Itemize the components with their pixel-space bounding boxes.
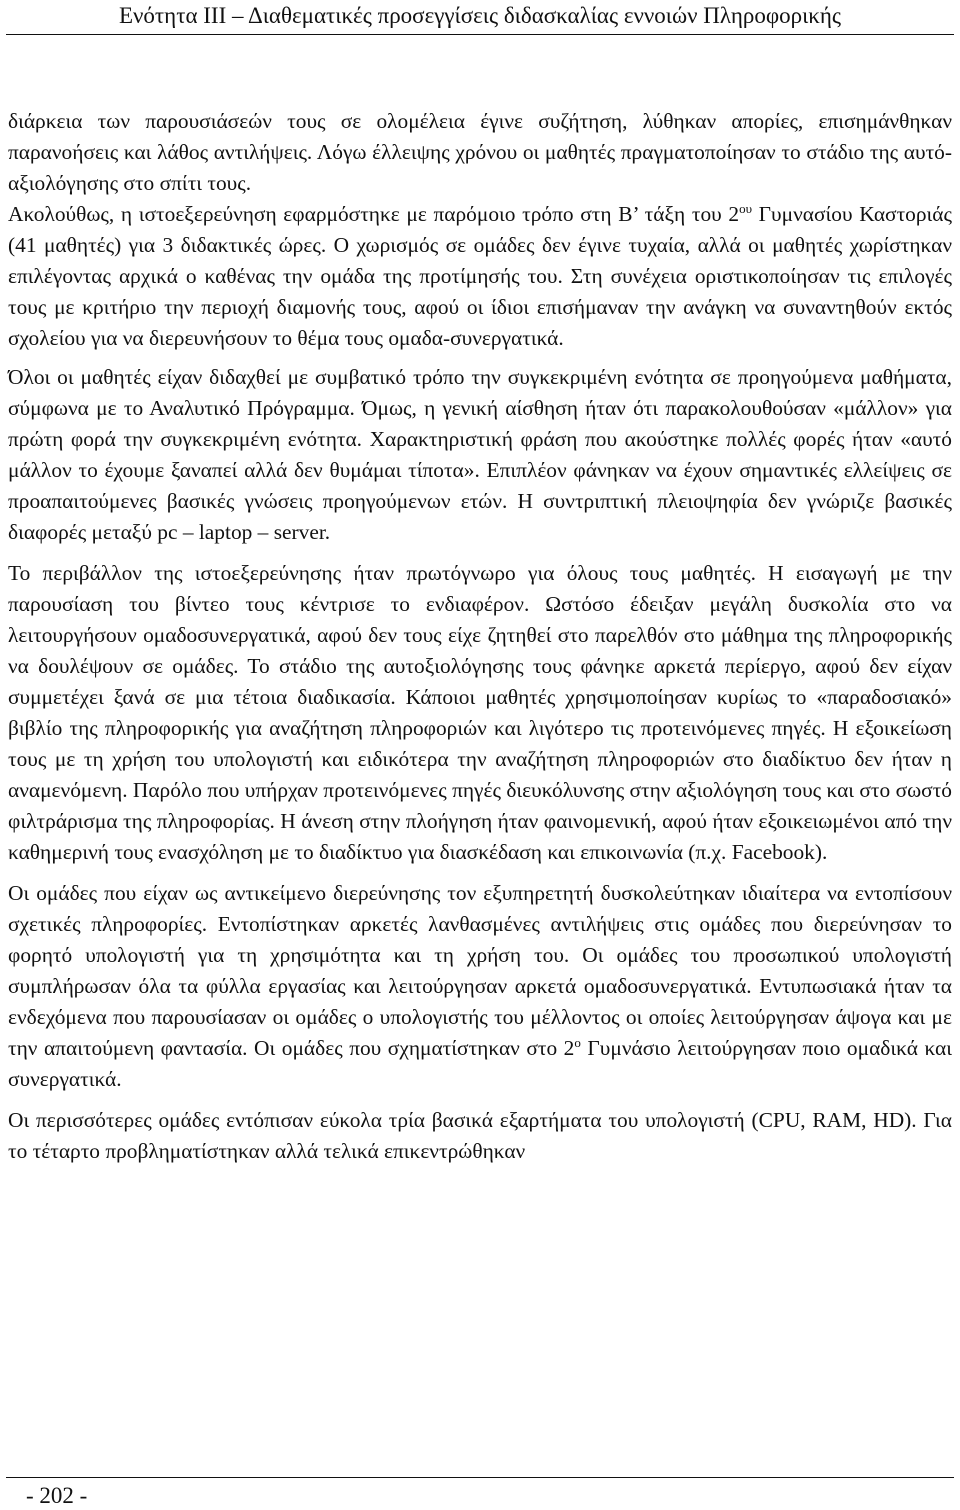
header-rule [6,34,954,35]
body-text [8,106,952,1167]
paragraph-4: Το περιβάλλον της ιστοεξερεύνησης ήταν πρωτόγνωρο για όλους τους μαθητές. Η εισαγωγή με την παρουσίαση του βίντεο τους κέντρισε το ενδιαφέρον. Ωστόσο έδειξαν μεγάλη δυσκολία στο να λειτουργήσουν ομαδοσυνεργατικά, αφού δεν τους είχε ζητηθεί στο παρελθόν στο μάθημα της πληροφορικής να δουλέψουν σε ομάδες. Το στάδιο της αυτοξιολόγησης τους φάνηκε αρκετά περίεργο, αφού δεν είχαν συμμετέχει ξανά σε μια τέτοια διαδικασία. Κάποιοι μαθητές χρησιμοποίησαν κυρίως το «παραδοσιακό» βιβλίο της πληροφορικής για αναζήτηση πληροφοριών και λιγότερο τις προτεινόμενες πηγές. Η εξοικείωση τους με τη χρήση του υπολογιστή και ειδικότερα την αναζήτηση πληροφοριών στο διαδίκτυο δεν ήταν η αναμενόμενη. Παρόλο που υπήρχαν προτεινόμενες πηγές διευκόλυνσης στην αξιολόγηση τους και στο σωστό φιλτράρισμα της πληροφορίας. Η άνεση στην πλοήγηση ήταν φαινομενική, αφού ήταν εξοικειωμένοι από την καθημερινή τους ενασχόληση με το διαδίκτυο για διασκέδαση και επικοινωνία (π.χ. Facebook). [8,561,953,864]
paragraph-2 [8,199,952,354]
paragraph-3: Όλοι οι μαθητές είχαν διδαχθεί με συμβατικό τρόπο την συγκεκριμένη ενότητα σε προηγούμενα μαθήματα, σύμφωνα με το Αναλυτικό Πρόγραμμα. Όμως, η γενική αίσθηση ήταν ότι παρακολουθούσαν «μάλλον» για πρώτη φορά την συγκεκριμένη ενότητα. Χαρακτηριστική φράση που ακούστηκε πολλές φορές ήταν «αυτό μάλλον το έχουμε ξαναπεί αλλά δεν θυμάμαι τίποτα». Επιπλέον φάνηκαν να έχουν σημαντικές ελλείψεις σε προαπαιτούμενες βασικές γνώσεις προηγούμενων ετών. Η συντριπτική πλειοψηφία δεν γνώριζε βασικές διαφορές μεταξύ pc – laptop – server. [8,365,952,544]
page-number: - 202 - [26,1483,88,1508]
paragraph-2-text-a: Ακολούθως, η ιστοεξερεύνηση εφαρμόστηκε με παρόμοιο τρόπο στη Β’ τάξη του 2 [8,202,740,226]
paragraph-2-superscript: ου [739,200,753,216]
paragraph-1: διάρκεια των παρουσιάσεών τους σε ολομέλεια έγινε συζήτηση, λύθηκαν απορίες, επισημάνθηκαν παρανοήσεις και λάθος αντιλήψεις. Λόγω έλλειψης χρόνου οι μαθητές πραγματοποίησαν το στάδιο της αυτό-αξιολόγησης στο σπίτι τους. [8,109,952,195]
footer-rule [6,1477,954,1478]
paragraph-5-text-b: Γυμνάσιο λειτούργησαν ποιο ομαδικά και συνεργατικά. [8,1036,952,1091]
paragraph-2-text-b: Γυμνασίου Καστοριάς (41 μαθητές) για 3 διδακτικές ώρες. Ο χωρισμός σε ομάδες δεν έγινε τυχαία, αλλά οι μαθητές χωρίστηκαν επιλέγοντας αρχικά ο καθένας την ομάδα της προτίμησής του. Στη συνέχεια οριστικοποίησαν τις επιλογές τους με κριτήριο την περιοχή διαμονής τους, αφού οι ίδιοι επισήμαναν την ανάγκη να συναντηθούν εκτός σχολείου για να διερευνήσουν το θέμα τους ομαδα-συνεργατικά. [8,202,952,350]
paragraph-5-text-a: Οι ομάδες που είχαν ως αντικείμενο διερεύνησης τον εξυπηρετητή δυσκολεύτηκαν ιδιαίτερα να εντοπίσουν σχετικές πληροφορίες. Εντοπίστηκαν αρκετές λανθασμένες αντιλήψεις στις ομάδες που διερεύνησαν το φορητό υπολογιστή για τη χρησιμότητα και τη χρήση του. Οι ομάδες του προσωπικού υπολογιστή συμπλήρωσαν όλα τα φύλλα εργασίας και λειτούργησαν αρκετά ομαδοσυνεργατικά. Εντυπωσιακά ήταν τα ενδεχόμενα που παρουσίασαν οι ομάδες ο υπολογιστής του μέλλοντος οι οποίες λειτούργησαν άψογα και με την απαιτούμενη φαντασία. Οι ομάδες που σχηματίστηκαν στο 2 [8,881,952,1060]
paragraph-6: Οι περισσότερες ομάδες εντόπισαν εύκολα τρία βασικά εξαρτήματα του υπολογιστή (CPU, RAM, HD). Για το τέταρτο προβληματίστηκαν αλλά τελικά επικεντρώθηκαν [8,1108,952,1163]
paragraph-5 [8,878,952,1095]
running-header: Ενότητα ΙΙΙ – Διαθεματικές προσεγγίσεις διδασκαλίας εννοιών Πληροφορικής [118,3,842,28]
paragraph-5-superscript: ο [574,1034,581,1050]
